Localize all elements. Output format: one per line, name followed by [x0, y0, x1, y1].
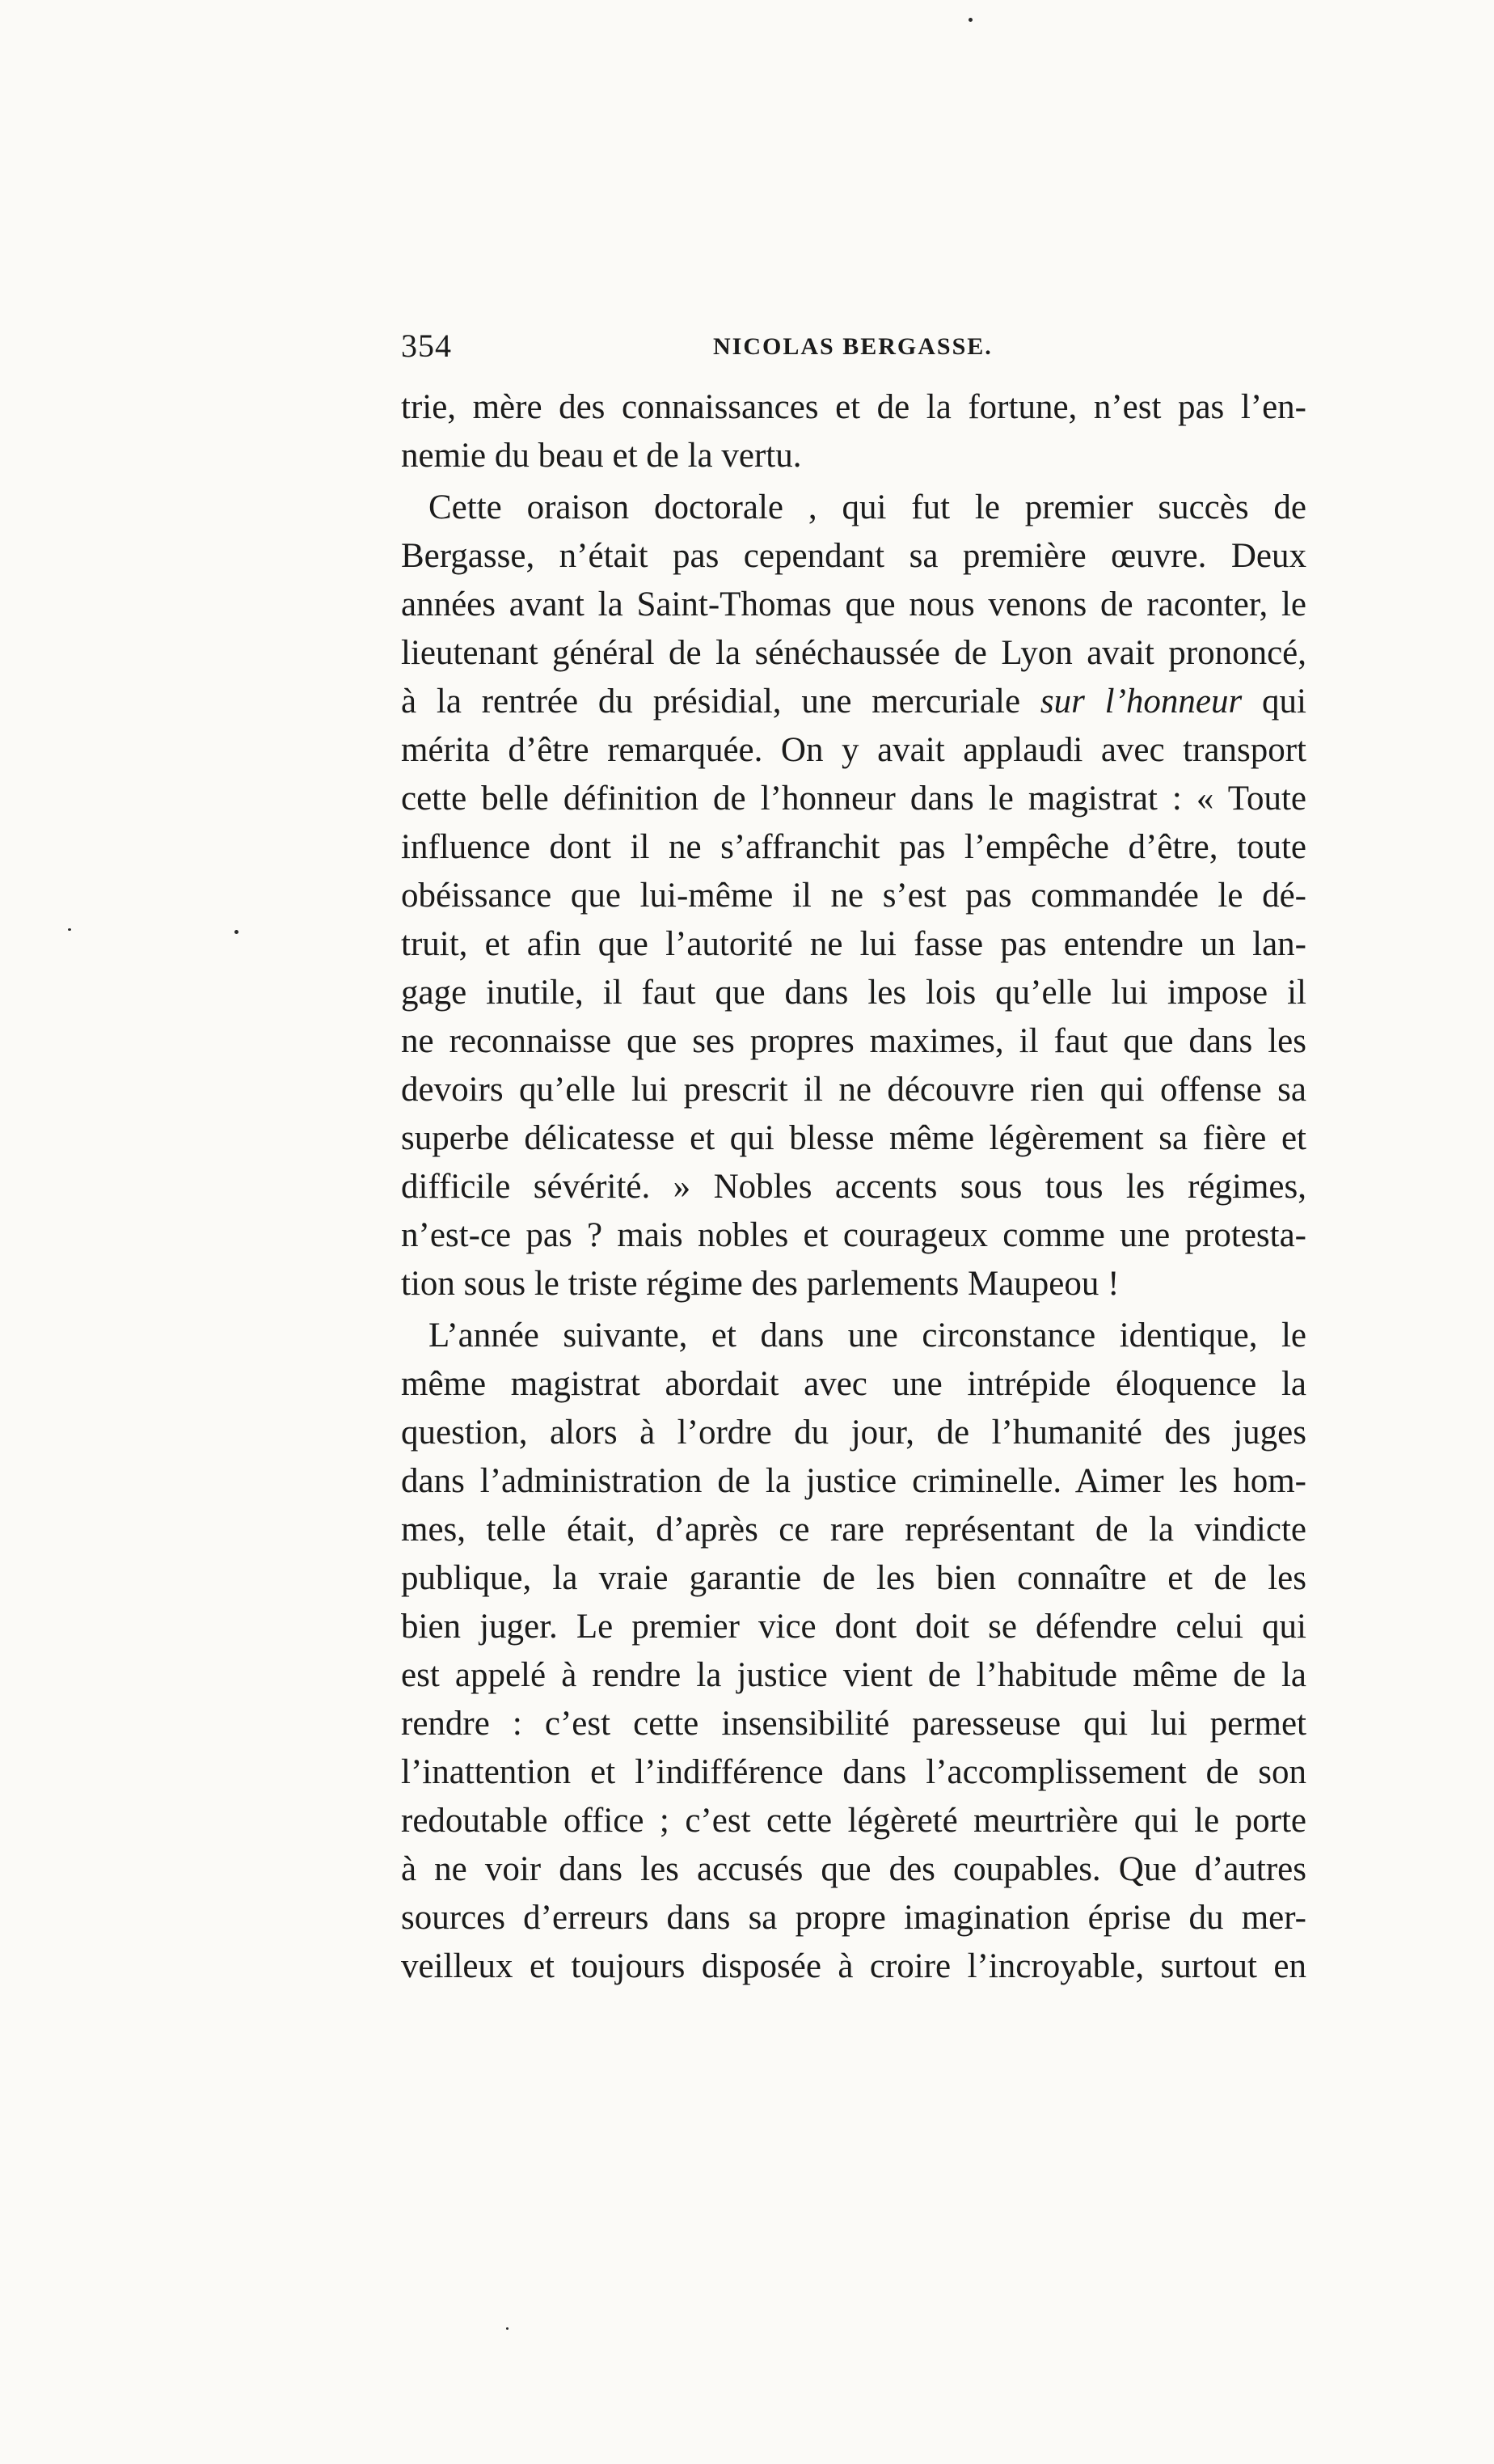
- text-line: années avant la Saint-Thomas que nous venons de raconter, le: [401, 585, 1306, 623]
- text-segment: à la rentrée du présidial, une mercuriale: [401, 683, 1021, 721]
- text-line-with-italic: [401, 678, 1306, 726]
- text-line: cette belle définition de l’honneur dans le magistrat : « Toute: [401, 780, 1306, 818]
- text-line: Bergasse, n’était pas cependant sa première œuvre. Deux: [401, 537, 1306, 575]
- text-line: truit, et afin que l’autorité ne lui fasse pas entendre un lan-: [401, 925, 1306, 963]
- text-line: à ne voir dans les accusés que des coupables. Que d’autres: [401, 1850, 1306, 1888]
- text-line: Cette oraison doctorale , qui fut le premier succès de: [428, 488, 1306, 526]
- text-line: publique, la vraie garantie de les bien connaître et de les: [401, 1559, 1306, 1597]
- text-line: tion sous le triste régime des parlements Maupeou !: [401, 1265, 1120, 1303]
- text-line: question, alors à l’ordre du jour, de l’humanité des juges: [401, 1414, 1306, 1452]
- text-line: influence dont il ne s’affranchit pas l’empêche d’être, toute: [401, 828, 1306, 866]
- text-line: n’est-ce pas ? mais nobles et courageux comme une protesta-: [401, 1216, 1306, 1254]
- text-line: redoutable office ; c’est cette légèreté meurtrière qui le porte: [401, 1802, 1306, 1840]
- text-line: bien juger. Le premier vice dont doit se défendre celui qui: [401, 1608, 1306, 1646]
- text-line: est appelé à rendre la justice vient de l’habitude même de la: [401, 1656, 1306, 1694]
- text-line: lieutenant général de la sénéchaussée de Lyon avait prononcé,: [401, 634, 1306, 672]
- text-line: nemie du beau et de la vertu.: [401, 437, 802, 475]
- text-line: gage inutile, il faut que dans les lois qu’elle lui impose il: [401, 974, 1306, 1012]
- text-line: mes, telle était, d’après ce rare représentant de la vindicte: [401, 1511, 1306, 1549]
- page-number: 354: [401, 328, 452, 364]
- text-segment: qui: [1262, 683, 1306, 721]
- print-speck: [234, 930, 238, 934]
- italic-phrase: sur l’honneur: [1040, 683, 1243, 721]
- text-line: même magistrat abordait avec une intrépide éloquence la: [401, 1365, 1306, 1403]
- print-speck: [969, 18, 973, 22]
- text-line: ne reconnaisse que ses propres maximes, il faut que dans les: [401, 1022, 1306, 1060]
- text-line: sources d’erreurs dans sa propre imagination éprise du mer-: [401, 1899, 1306, 1937]
- text-line: difficile sévérité. » Nobles accents sous tous les régimes,: [401, 1168, 1306, 1206]
- text-line: obéissance que lui-même il ne s’est pas commandée le dé-: [401, 877, 1306, 915]
- running-title: NICOLAS BERGASSE.: [713, 333, 993, 360]
- text-line: dans l’administration de la justice criminelle. Aimer les hom-: [401, 1462, 1306, 1500]
- text-line: L’année suivante, et dans une circonstance identique, le: [428, 1317, 1306, 1355]
- text-line: mérita d’être remarquée. On y avait applaudi avec transport: [401, 731, 1306, 769]
- print-speck: [506, 2327, 509, 2330]
- text-line: veilleux et toujours disposée à croire l’incroyable, surtout en: [401, 1947, 1306, 1985]
- text-line: l’inattention et l’indifférence dans l’accomplissement de son: [401, 1753, 1306, 1791]
- text-line: devoirs qu’elle lui prescrit il ne découvre rien qui offense sa: [401, 1071, 1306, 1109]
- text-line: trie, mère des connaissances et de la fortune, n’est pas l’en-: [401, 388, 1306, 426]
- body-text: [401, 383, 1306, 1991]
- text-line: rendre : c’est cette insensibilité paresseuse qui lui permet: [401, 1705, 1306, 1743]
- text-line: superbe délicatesse et qui blesse même légèrement sa fière et: [401, 1119, 1306, 1157]
- print-speck: [68, 928, 71, 931]
- running-head: [401, 320, 1306, 369]
